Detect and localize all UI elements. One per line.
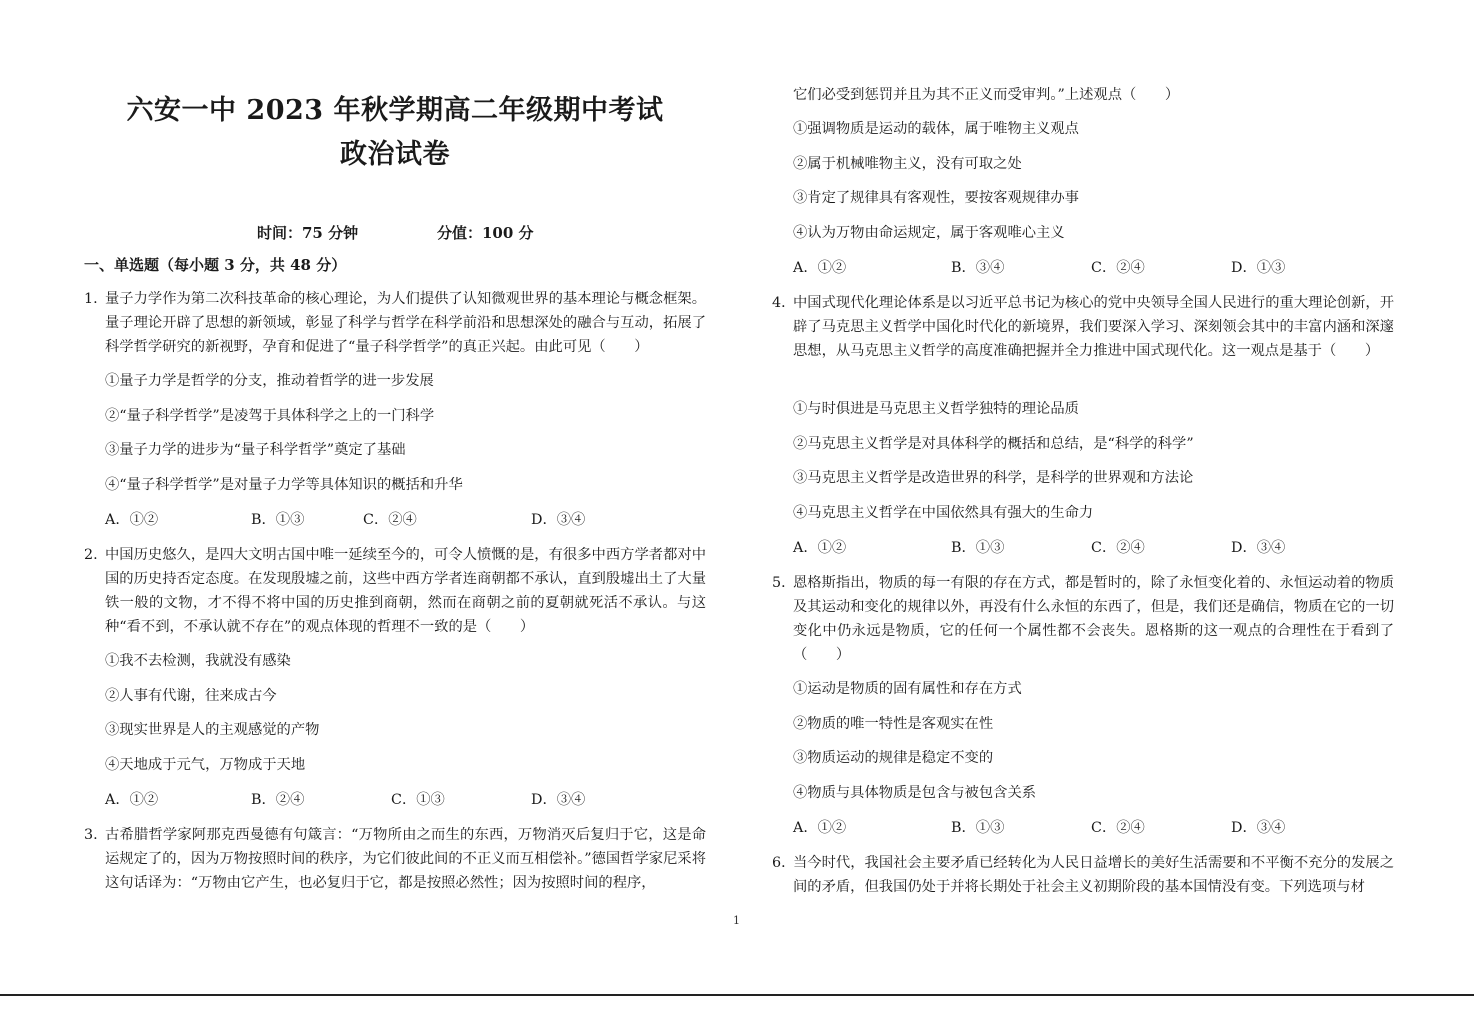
option-item: ②马克思主义哲学是对具体科学的概括和总结，是“科学的科学” [793, 436, 1194, 452]
choice-c: C．②④ [1091, 820, 1145, 836]
option-item: ②人事有代谢，往来成古今 [105, 688, 277, 704]
question-5 [772, 571, 1394, 667]
choice-a: A．①② [793, 260, 847, 276]
choice-a: A．①② [793, 540, 847, 556]
option-item: ③量子力学的进步为“量子科学哲学”奠定了基础 [105, 442, 406, 458]
question-number: 3. [84, 827, 98, 843]
question-number: 1. [84, 291, 98, 307]
question-number: 4． [772, 295, 796, 311]
question-number: 5． [772, 575, 796, 591]
option-item: ①量子力学是哲学的分支，推动着哲学的进一步发展 [105, 373, 434, 389]
option-item: ④认为万物由命运规定，属于客观唯心主义 [793, 225, 1065, 241]
option-item: ③现实世界是人的主观感觉的产物 [105, 722, 320, 738]
option-item: ③马克思主义哲学是改造世界的科学，是科学的世界观和方法论 [793, 470, 1194, 486]
choice-d: D．③④ [1231, 820, 1286, 836]
question-6 [772, 851, 1394, 899]
choice-a: A．①② [105, 792, 159, 808]
question-number: 6． [772, 855, 796, 871]
question-stem-continued: 它们必受到惩罚并且为其不正义而受审判。”上述观点（ ） [793, 87, 1180, 103]
question-stem: 中国式现代化理论体系是以习近平总书记为核心的党中央领导全国人民进行的重大理论创新，开辟了马克思主义哲学中国化时代化的新境界，我们要深入学习、深刻领会其中的丰富内涵和深邃思想，从马克思主义哲学的高度准确把握并全力推进中国式现代化。这一观点是基于（ ） [793, 295, 1394, 359]
option-item: ①我不去检测，我就没有感染 [105, 653, 291, 669]
option-item: ②物质的唯一特性是客观实在性 [793, 716, 994, 732]
question-number: 2. [84, 547, 98, 563]
option-item: ④马克思主义哲学在中国依然具有强大的生命力 [793, 505, 1094, 521]
exam-title: 六安一中 2023 年秋学期高二年级期中考试 [126, 95, 664, 126]
option-item: ④天地成于元气，万物成于天地 [105, 757, 306, 773]
option-item: ③物质运动的规律是稳定不变的 [793, 750, 994, 766]
choice-d: D．③④ [531, 792, 586, 808]
option-item: ②“量子科学哲学”是凌驾于具体科学之上的一门科学 [105, 408, 435, 424]
exam-score: 分值：100 分 [437, 224, 534, 242]
page-number: 1 [733, 914, 740, 927]
question-stem: 中国历史悠久，是四大文明古国中唯一延续至今的，可令人愤慨的是，有很多中西方学者都对中国的历史持否定态度。在发现殷墟之前，这些中西方学者连商朝都不承认，直到殷墟出土了大量铁一般的文物，才不得不将中国的历史推到商朝，然而在商朝之前的夏朝就死活不承认。与这种“看不到，不承认就不存在”的观点体现的哲理不一致的是（ ） [105, 547, 706, 635]
question-3-continued [772, 83, 1394, 107]
option-item: ③肯定了规律具有客观性，要按客观规律办事 [793, 190, 1079, 206]
choice-c: C．②④ [1091, 260, 1145, 276]
choice-a: A．①② [793, 820, 847, 836]
choice-c: C．①③ [391, 792, 445, 808]
option-item: ④物质与具体物质是包含与被包含关系 [793, 785, 1037, 801]
question-3 [84, 823, 706, 895]
choice-b: B．①③ [951, 540, 1005, 556]
question-stem: 古希腊哲学家阿那克西曼德有句箴言：“万物所由之而生的东西，万物消灭后复归于它，这是命运规定了的，因为万物按照时间的秩序，为它们彼此间的不正义而互相偿补。”德国哲学家尼采将这句话译为：“万物由它产生，也必复归于它，都是按照必然性；因为按照时间的程序， [105, 827, 706, 891]
choice-d: D．③④ [1231, 540, 1286, 556]
choice-b: B．①③ [251, 512, 305, 528]
question-4 [772, 291, 1394, 363]
option-item: ①与时俱进是马克思主义哲学独特的理论品质 [793, 401, 1079, 417]
section-heading: 一、单选题（每小题 3 分，共 48 分） [84, 256, 347, 274]
choice-b: B．③④ [951, 260, 1005, 276]
option-item: ②属于机械唯物主义，没有可取之处 [793, 156, 1022, 172]
choice-b: B．②④ [251, 792, 305, 808]
option-item: ①运动是物质的固有属性和存在方式 [793, 681, 1022, 697]
choice-c: C．②④ [363, 512, 417, 528]
option-item: ④“量子科学哲学”是对量子力学等具体知识的概括和升华 [105, 477, 463, 493]
question-stem: 量子力学作为第二次科技革命的核心理论，为人们提供了认知微观世界的基本理论与概念框架。量子理论开辟了思想的新领域，彰显了科学与哲学在科学前沿和思想深处的融合与互动，拓展了科学哲学研究的新视野，孕育和促进了“量子科学哲学”的真正兴起。由此可见（ ） [105, 291, 706, 355]
question-stem: 当今时代，我国社会主要矛盾已经转化为人民日益增长的美好生活需要和不平衡不充分的发展之间的矛盾，但我国仍处于并将长期处于社会主义初期阶段的基本国情没有变。下列选项与材 [793, 855, 1394, 895]
option-item: ①强调物质是运动的载体，属于唯物主义观点 [793, 121, 1079, 137]
choice-a: A．①② [105, 512, 159, 528]
exam-subtitle: 政治试卷 [340, 139, 450, 170]
question-2 [84, 543, 706, 639]
question-stem: 恩格斯指出，物质的每一有限的存在方式，都是暂时的，除了永恒变化着的、永恒运动着的物质及其运动和变化的规律以外，再没有什么永恒的东西了，但是，我们还是确信，物质在它的一切变化中仍永远是物质，它的任何一个属性都不会丧失。恩格斯的这一观点的合理性在于看到了（ ） [793, 575, 1394, 663]
choice-d: D．①③ [1231, 260, 1286, 276]
choice-c: C．②④ [1091, 540, 1145, 556]
question-1 [84, 287, 706, 359]
exam-time: 时间：75 分钟 [257, 224, 359, 242]
choice-d: D．③④ [531, 512, 586, 528]
choice-b: B．①③ [951, 820, 1005, 836]
page-bottom-border [0, 994, 1474, 996]
